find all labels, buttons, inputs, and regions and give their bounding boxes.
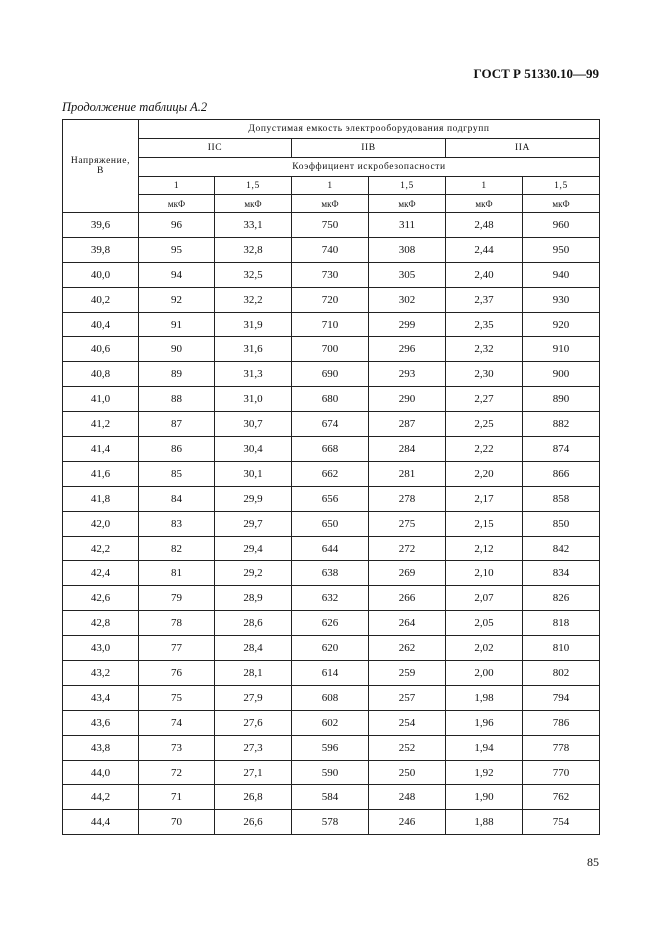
capacity-cell: 31,6: [215, 337, 292, 362]
table-row: [63, 262, 600, 287]
table-row: [63, 213, 600, 238]
capacity-cell: 32,2: [215, 287, 292, 312]
capacity-cell: 802: [523, 661, 600, 686]
capacity-cell: 311: [369, 213, 446, 238]
table-row: [63, 511, 600, 536]
table-row: [63, 337, 600, 362]
capacity-cell: 710: [292, 312, 369, 337]
capacity-cell: 940: [523, 262, 600, 287]
capacity-cell: 28,1: [215, 661, 292, 686]
unit-cell: мкФ: [523, 195, 600, 213]
table-row: [63, 611, 600, 636]
voltage-cell: 43,4: [63, 685, 139, 710]
capacity-cell: 754: [523, 810, 600, 835]
capacity-cell: 674: [292, 412, 369, 437]
table-caption: Продолжение таблицы А.2: [62, 100, 208, 114]
page-number: 85: [587, 855, 599, 869]
capacity-cell: 620: [292, 636, 369, 661]
capacity-cell: 81: [139, 561, 215, 586]
capacity-cell: 826: [523, 586, 600, 611]
capacity-cell: 86: [139, 437, 215, 462]
capacity-cell: 750: [292, 213, 369, 238]
capacity-cell: 96: [139, 213, 215, 238]
voltage-cell: 40,2: [63, 287, 139, 312]
capacity-cell: 29,2: [215, 561, 292, 586]
capacity-cell: 778: [523, 735, 600, 760]
capacity-cell: 850: [523, 511, 600, 536]
capacity-cell: 92: [139, 287, 215, 312]
capacity-cell: 259: [369, 661, 446, 686]
capacity-cell: 89: [139, 362, 215, 387]
capacity-cell: 278: [369, 486, 446, 511]
capacity-cell: 2,00: [446, 661, 523, 686]
document-code: ГОСТ Р 51330.10—99: [473, 66, 599, 81]
factor-cell: 1: [292, 177, 369, 195]
capacity-cell: 2,15: [446, 511, 523, 536]
capacity-cell: 2,12: [446, 536, 523, 561]
capacity-cell: 810: [523, 636, 600, 661]
voltage-cell: 43,8: [63, 735, 139, 760]
capacity-cell: 644: [292, 536, 369, 561]
capacity-cell: 95: [139, 237, 215, 262]
table-row: [63, 810, 600, 835]
capacity-cell: 272: [369, 536, 446, 561]
capacity-cell: 30,1: [215, 461, 292, 486]
capacity-cell: 690: [292, 362, 369, 387]
table-body: [63, 213, 600, 835]
table-row: [63, 760, 600, 785]
capacity-cell: 73: [139, 735, 215, 760]
table-row: [63, 661, 600, 686]
table-row: [63, 735, 600, 760]
unit-cell: мкФ: [139, 195, 215, 213]
table-row: [63, 312, 600, 337]
factor-cell: 1,5: [369, 177, 446, 195]
capacitance-table: [62, 119, 600, 835]
capacity-cell: 290: [369, 387, 446, 412]
table-row: [63, 287, 600, 312]
capacity-cell: 269: [369, 561, 446, 586]
capacity-cell: 262: [369, 636, 446, 661]
capacity-cell: 920: [523, 312, 600, 337]
capacity-cell: 248: [369, 785, 446, 810]
table-row: [63, 237, 600, 262]
table-row: [63, 412, 600, 437]
voltage-cell: 40,0: [63, 262, 139, 287]
capacity-cell: 31,0: [215, 387, 292, 412]
capacity-cell: 94: [139, 262, 215, 287]
capacity-cell: 27,1: [215, 760, 292, 785]
unit-cell: мкФ: [446, 195, 523, 213]
table-row: [63, 437, 600, 462]
capacity-cell: 84: [139, 486, 215, 511]
capacity-cell: 2,48: [446, 213, 523, 238]
capacity-cell: 1,98: [446, 685, 523, 710]
capacity-cell: 2,30: [446, 362, 523, 387]
capacity-cell: 602: [292, 710, 369, 735]
capacity-cell: 266: [369, 586, 446, 611]
capacity-cell: 29,7: [215, 511, 292, 536]
voltage-cell: 41,8: [63, 486, 139, 511]
table-row: [63, 461, 600, 486]
capacity-cell: 1,94: [446, 735, 523, 760]
table-row: [63, 785, 600, 810]
unit-cell: мкФ: [215, 195, 292, 213]
capacity-cell: 950: [523, 237, 600, 262]
capacity-cell: 75: [139, 685, 215, 710]
capacity-cell: 930: [523, 287, 600, 312]
capacity-cell: 74: [139, 710, 215, 735]
capacity-cell: 596: [292, 735, 369, 760]
capacity-cell: 31,3: [215, 362, 292, 387]
voltage-cell: 42,4: [63, 561, 139, 586]
capacity-cell: 762: [523, 785, 600, 810]
capacity-cell: 740: [292, 237, 369, 262]
capacity-cell: 1,90: [446, 785, 523, 810]
capacity-cell: 281: [369, 461, 446, 486]
voltage-cell: 42,6: [63, 586, 139, 611]
capacity-cell: 32,5: [215, 262, 292, 287]
capacity-cell: 650: [292, 511, 369, 536]
capacity-cell: 662: [292, 461, 369, 486]
capacity-cell: 656: [292, 486, 369, 511]
capacity-cell: 578: [292, 810, 369, 835]
capacity-cell: 252: [369, 735, 446, 760]
capacity-cell: 250: [369, 760, 446, 785]
voltage-cell: 39,8: [63, 237, 139, 262]
factor-cell: 1: [446, 177, 523, 195]
capacity-cell: 874: [523, 437, 600, 462]
capacity-cell: 264: [369, 611, 446, 636]
capacity-cell: 83: [139, 511, 215, 536]
capacity-cell: 76: [139, 661, 215, 686]
table-row: [63, 362, 600, 387]
table-row: [63, 586, 600, 611]
factor-cell: 1,5: [523, 177, 600, 195]
capacity-cell: 632: [292, 586, 369, 611]
voltage-cell: 40,8: [63, 362, 139, 387]
capacity-cell: 85: [139, 461, 215, 486]
unit-cell: мкФ: [292, 195, 369, 213]
capacity-cell: 299: [369, 312, 446, 337]
capacity-cell: 246: [369, 810, 446, 835]
capacity-cell: 32,8: [215, 237, 292, 262]
capacity-cell: 90: [139, 337, 215, 362]
capacity-cell: 308: [369, 237, 446, 262]
capacity-cell: 1,92: [446, 760, 523, 785]
table-row: [63, 710, 600, 735]
group-header-iia: IIA: [446, 139, 600, 158]
capacity-cell: 30,7: [215, 412, 292, 437]
capacity-cell: 866: [523, 461, 600, 486]
voltage-cell: 41,0: [63, 387, 139, 412]
capacity-cell: 254: [369, 710, 446, 735]
capacity-cell: 770: [523, 760, 600, 785]
capacity-cell: 33,1: [215, 213, 292, 238]
table-row: [63, 685, 600, 710]
capacity-cell: 31,9: [215, 312, 292, 337]
capacity-cell: 2,44: [446, 237, 523, 262]
capacity-cell: 786: [523, 710, 600, 735]
capacity-cell: 2,10: [446, 561, 523, 586]
capacity-cell: 26,6: [215, 810, 292, 835]
voltage-cell: 43,6: [63, 710, 139, 735]
capacity-cell: 2,02: [446, 636, 523, 661]
capacity-cell: 26,8: [215, 785, 292, 810]
capacity-cell: 27,3: [215, 735, 292, 760]
capacity-cell: 590: [292, 760, 369, 785]
capacity-cell: 302: [369, 287, 446, 312]
voltage-cell: 40,4: [63, 312, 139, 337]
unit-cell: мкФ: [369, 195, 446, 213]
voltage-cell: 39,6: [63, 213, 139, 238]
table-row: [63, 636, 600, 661]
voltage-cell: 42,8: [63, 611, 139, 636]
capacity-cell: 296: [369, 337, 446, 362]
capacity-cell: 2,25: [446, 412, 523, 437]
voltage-cell: 44,0: [63, 760, 139, 785]
voltage-cell: 43,0: [63, 636, 139, 661]
factor-cell: 1: [139, 177, 215, 195]
table-row: [63, 561, 600, 586]
capacity-cell: 275: [369, 511, 446, 536]
group-header-iic: IIC: [139, 139, 292, 158]
capacity-cell: 834: [523, 561, 600, 586]
table-header: [63, 120, 600, 213]
capacity-cell: 890: [523, 387, 600, 412]
capacity-cell: 79: [139, 586, 215, 611]
capacity-cell: 30,4: [215, 437, 292, 462]
capacity-cell: 28,6: [215, 611, 292, 636]
capacity-cell: 2,05: [446, 611, 523, 636]
capacity-cell: 305: [369, 262, 446, 287]
voltage-cell: 41,4: [63, 437, 139, 462]
capacity-cell: 88: [139, 387, 215, 412]
capacity-cell: 608: [292, 685, 369, 710]
capacity-cell: 70: [139, 810, 215, 835]
capacity-cell: 668: [292, 437, 369, 462]
capacity-cell: 1,96: [446, 710, 523, 735]
capacity-cell: 1,88: [446, 810, 523, 835]
capacity-cell: 2,22: [446, 437, 523, 462]
voltage-cell: 41,2: [63, 412, 139, 437]
capacity-cell: 2,20: [446, 461, 523, 486]
capacity-cell: 71: [139, 785, 215, 810]
capacity-cell: 680: [292, 387, 369, 412]
voltage-cell: 41,6: [63, 461, 139, 486]
capacity-cell: 2,07: [446, 586, 523, 611]
factor-cell: 1,5: [215, 177, 292, 195]
capacity-cell: 700: [292, 337, 369, 362]
voltage-cell: 40,6: [63, 337, 139, 362]
capacity-cell: 284: [369, 437, 446, 462]
group-header-iib: IIB: [292, 139, 446, 158]
capacity-cell: 87: [139, 412, 215, 437]
capacity-cell: 27,9: [215, 685, 292, 710]
capacity-cell: 794: [523, 685, 600, 710]
capacity-cell: 91: [139, 312, 215, 337]
capacity-cell: 72: [139, 760, 215, 785]
table-row: [63, 387, 600, 412]
capacity-cell: 77: [139, 636, 215, 661]
safety-factor-header: Коэффициент искробезопасности: [139, 158, 600, 177]
capacity-cell: 960: [523, 213, 600, 238]
capacity-cell: 28,4: [215, 636, 292, 661]
table-row: [63, 536, 600, 561]
table-row: [63, 486, 600, 511]
capacity-cell: 2,32: [446, 337, 523, 362]
capacity-cell: 842: [523, 536, 600, 561]
capacity-cell: 2,40: [446, 262, 523, 287]
capacity-cell: 29,9: [215, 486, 292, 511]
voltage-cell: 44,2: [63, 785, 139, 810]
capacity-cell: 2,35: [446, 312, 523, 337]
voltage-cell: 42,0: [63, 511, 139, 536]
capacity-cell: 28,9: [215, 586, 292, 611]
capacity-cell: 29,4: [215, 536, 292, 561]
capacity-cell: 287: [369, 412, 446, 437]
capacity-cell: 2,17: [446, 486, 523, 511]
capacity-cell: 626: [292, 611, 369, 636]
capacity-cell: 78: [139, 611, 215, 636]
capacity-cell: 900: [523, 362, 600, 387]
capacity-cell: 730: [292, 262, 369, 287]
capacity-cell: 858: [523, 486, 600, 511]
capacity-cell: 2,27: [446, 387, 523, 412]
capacity-cell: 2,37: [446, 287, 523, 312]
capacity-cell: 27,6: [215, 710, 292, 735]
capacity-header: Допустимая емкость электрооборудования подгрупп: [139, 120, 600, 139]
voltage-header: Напряжение, В: [63, 120, 139, 213]
capacity-cell: 82: [139, 536, 215, 561]
capacity-cell: 257: [369, 685, 446, 710]
capacity-cell: 638: [292, 561, 369, 586]
capacity-cell: 720: [292, 287, 369, 312]
capacity-cell: 293: [369, 362, 446, 387]
voltage-cell: 44,4: [63, 810, 139, 835]
capacity-cell: 910: [523, 337, 600, 362]
capacity-cell: 818: [523, 611, 600, 636]
voltage-cell: 42,2: [63, 536, 139, 561]
capacity-cell: 882: [523, 412, 600, 437]
voltage-cell: 43,2: [63, 661, 139, 686]
capacity-cell: 584: [292, 785, 369, 810]
capacity-cell: 614: [292, 661, 369, 686]
